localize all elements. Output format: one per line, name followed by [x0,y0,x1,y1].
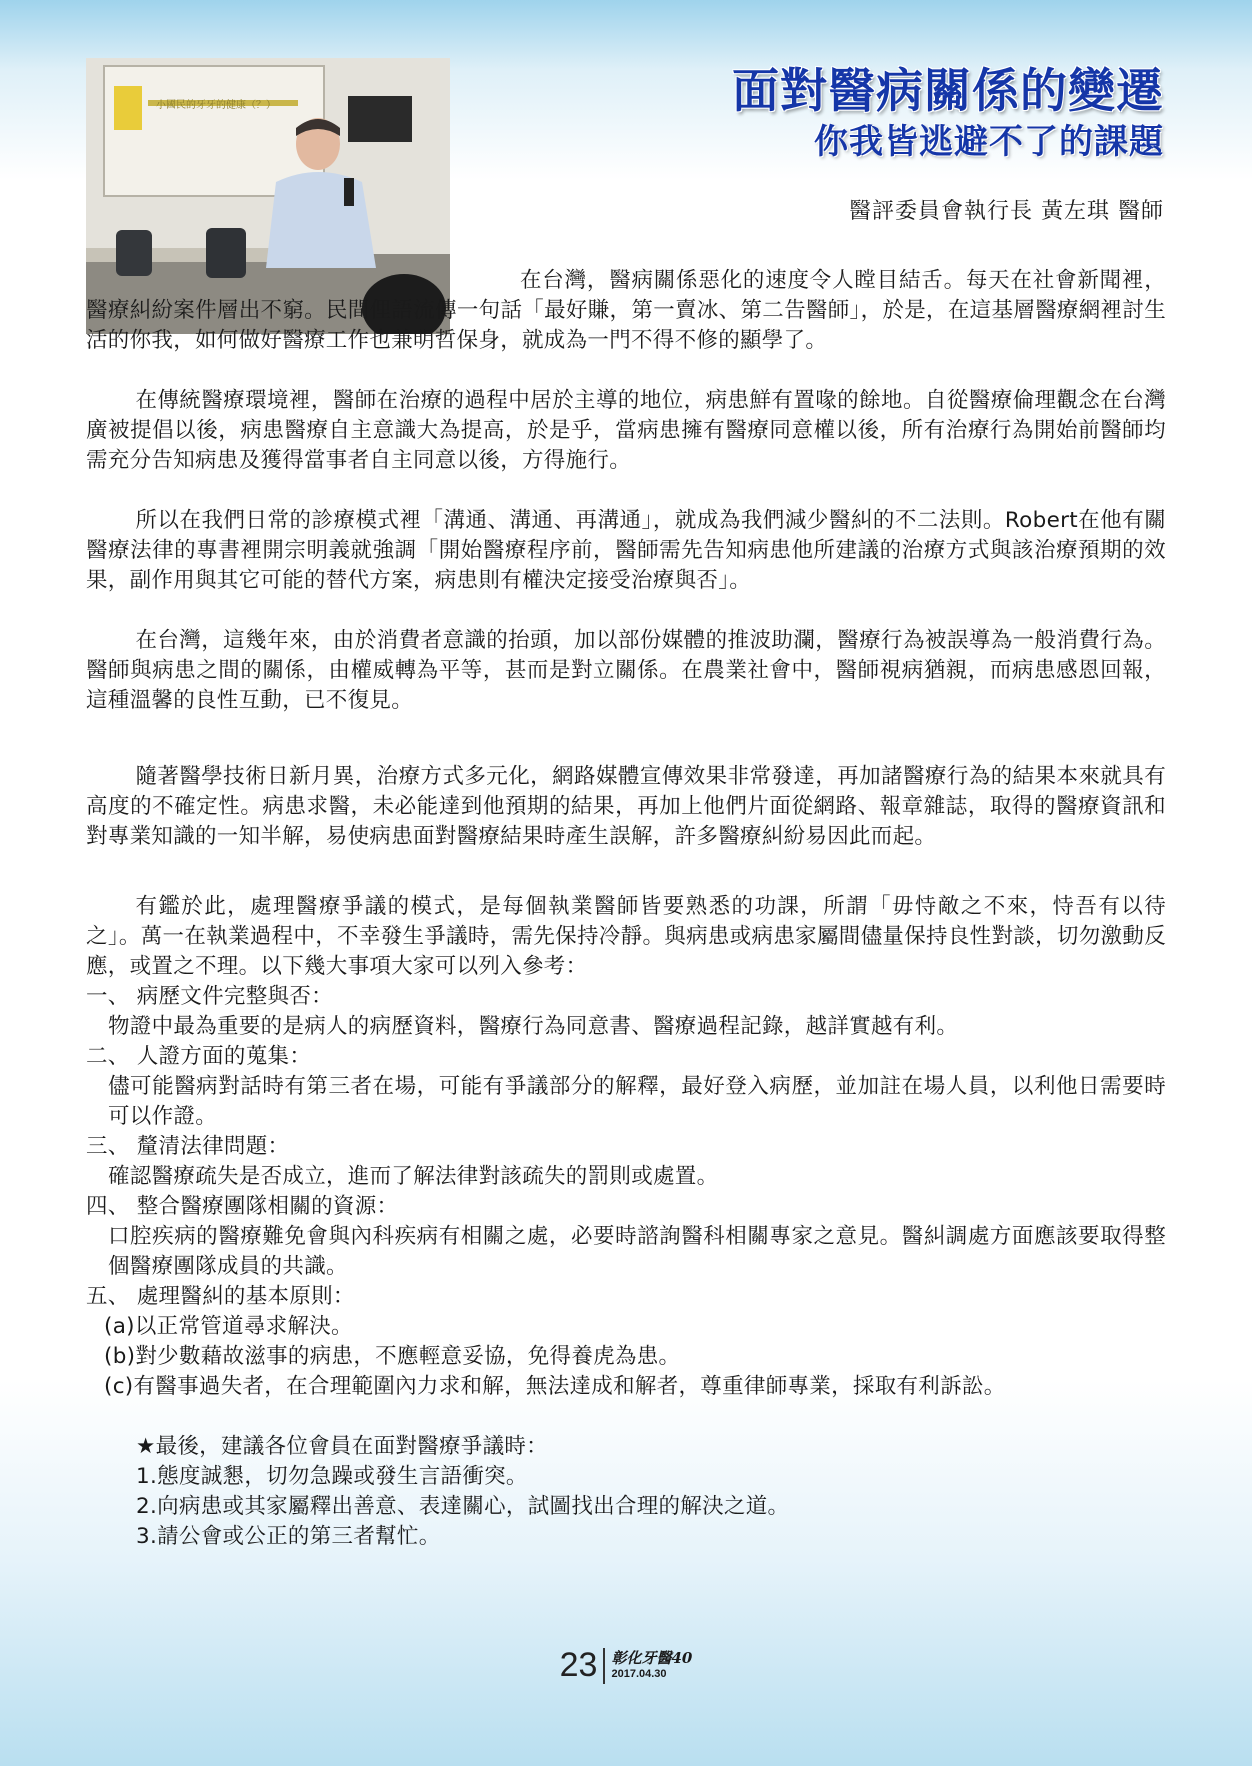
item-2 [86,1042,1166,1132]
issue-date: 2017.04.30 [611,1667,667,1680]
final-advice [86,1432,1166,1552]
item-3 [86,1132,1166,1192]
paragraph-5: 隨著醫學技術日新月異，治療方式多元化，網路媒體宣傳效果非常發達，再加諸醫療行為的結果本來就具有高度的不確定性。病患求醫，未必能達到他預期的結果，再加上他們片面從網路、報章雜誌，取得的醫療資訊和對專業知識的一知半解，易使病患面對醫療結果時產生誤解，許多醫療糾紛易因此而起。 [86,764,1166,849]
page-number: 23 [559,1646,598,1684]
item-title: 二、 人證方面的蒐集： [86,1044,312,1069]
item-1 [86,982,1166,1042]
article-body [86,266,1166,1552]
item-body: 儘可能醫病對話時有第三者在場，可能有爭議部分的解釋，最好登入病歷，並加註在場人員，以利他日需要時可以作證。 [108,1074,1166,1129]
page-footer [0,1646,1252,1685]
item-body: 確認醫療疏失是否成立，進而了解法律對該疏失的罰則或處置。 [108,1164,719,1189]
principle-c: (c)有醫事過失者，在合理範圍內力求和解，無法達成和解者，尊重律師專業，採取有利訴訟。 [104,1374,1006,1399]
item-body: 口腔疾病的醫療難免會與內科疾病有相關之處，必要時諮詢醫科相關專家之意見。醫糾調處方面應該要取得整個醫療團隊成員的共識。 [108,1224,1166,1279]
final-heading: ★最後，建議各位會員在面對醫療爭議時： [136,1434,548,1459]
slide-text: 小國民的牙牙的健康（？） [156,100,276,111]
item-title: 三、 釐清法律問題： [86,1134,290,1159]
footer-issue [611,1650,692,1682]
final-tip-2: 2.向病患或其家屬釋出善意、表達關心，試圖找出合理的解決之道。 [136,1494,790,1519]
footer-divider [603,1648,605,1684]
article-subtitle: 你我皆逃避不了的課題 [814,122,1164,162]
final-tip-1: 1.態度誠懇，切勿急躁或發生言語衝突。 [136,1464,528,1489]
item-4 [86,1192,1166,1282]
item-title: 一、 病歷文件完整與否： [86,984,333,1009]
paragraph-1: 在台灣，醫病關係惡化的速度令人瞠目結舌。每天在社會新聞裡，醫療糾紛案件層出不窮。民間俚語流傳一句話「最好賺，第一賣冰、第二告醫師」，於是，在這基層醫療網裡討生活的你我，如何做好醫療工作也兼明哲保身，就成為一門不得不修的顯學了。 [86,268,1166,353]
paragraph-6: 有鑑於此，處理醫療爭議的模式，是每個執業醫師皆要熟悉的功課，所謂「毋恃敵之不來，恃吾有以待之」。萬一在執業過程中，不幸發生爭議時，需先保持冷靜。與病患或病患家屬間儘量保持良性對談，切勿激動反應，或置之不理。以下幾大事項大家可以列入參考： [86,894,1166,979]
item-title: 四、 整合醫療團隊相關的資源： [86,1194,399,1219]
paragraph-4: 在台灣，這幾年來，由於消費者意識的抬頭，加以部份媒體的推波助瀾，醫療行為被誤導為一般消費行為。醫師與病患之間的關係，由權威轉為平等，甚而是對立關係。在農業社會中，醫師視病猶親，而病患感恩回報，這種溫馨的良性互動，已不復見。 [86,628,1166,713]
item-body: 物證中最為重要的是病人的病歷資料，醫療行為同意書、醫療過程記錄，越詳實越有利。 [108,1014,959,1039]
item-title: 五、 處理醫糾的基本原則： [86,1284,355,1309]
paragraph-3: 所以在我們日常的診療模式裡「溝通、溝通、再溝通」，就成為我們減少醫糾的不二法則。Robert在他有關醫療法律的專書裡開宗明義就強調「開始醫療程序前，醫師需先告知病患他所建議的治療方式與該治療預期的效果，副作用與其它可能的替代方案，病患則有權決定接受治療與否」。 [86,508,1166,593]
journal-name: 彰化牙醫40 [611,1648,693,1667]
paragraph-2: 在傳統醫療環境裡，醫師在治療的過程中居於主導的地位，病患鮮有置喙的餘地。自從醫療倫理觀念在台灣廣被提倡以後，病患醫療自主意識大為提高，於是乎，當病患擁有醫療同意權以後，所有治療行為開始前醫師均需充分告知病患及獲得當事者自主同意以後，方得施行。 [86,388,1166,473]
principle-a: (a)以正常管道尋求解決。 [104,1314,353,1339]
item-5 [86,1282,1166,1402]
article-title: 面對醫病關係的變遷 [732,64,1164,119]
author-byline: 醫評委員會執行長 黃左琪 醫師 [849,199,1164,224]
title-block [732,64,1164,164]
principle-b: (b)對少數藉故滋事的病患，不應輕意妥協，免得養虎為患。 [104,1344,681,1369]
final-tip-3: 3.請公會或公正的第三者幫忙。 [136,1524,441,1549]
